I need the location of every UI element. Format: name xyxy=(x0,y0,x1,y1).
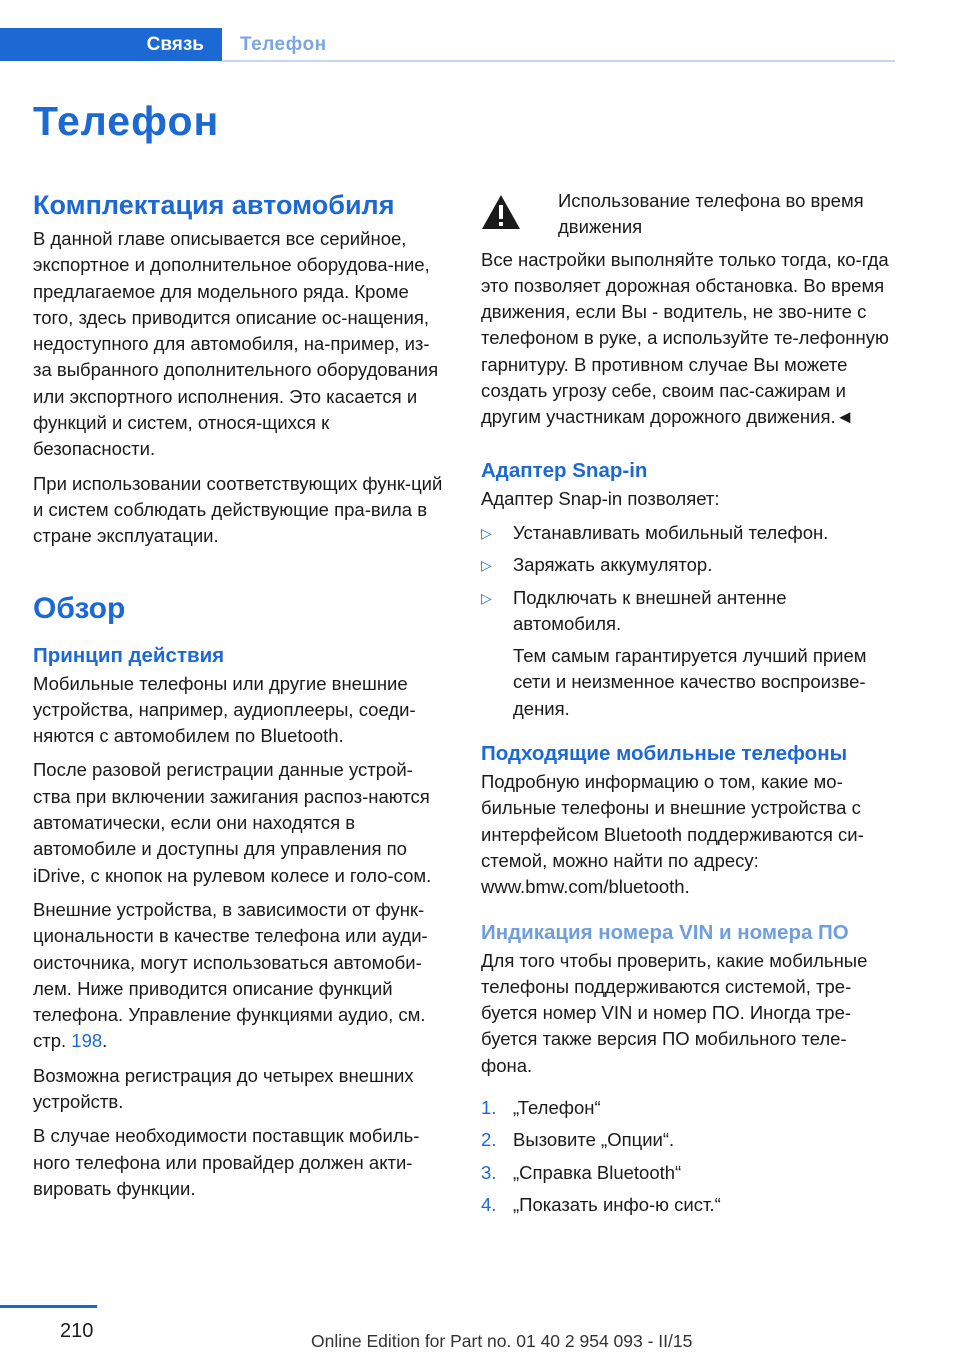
triangle-bullet-icon: ▷ xyxy=(481,524,492,541)
phones-heading: Подходящие мобильные телефоны xyxy=(481,742,848,766)
tab-divider xyxy=(222,28,224,61)
page-number: 210 xyxy=(60,1320,94,1342)
warning-title: Использование телефона во время движения xyxy=(558,190,864,238)
list-item xyxy=(481,585,891,722)
list-item-text: Подключать к внешней антенне автомобиля. xyxy=(513,586,787,634)
snapin-list xyxy=(481,520,891,722)
list-item xyxy=(481,1095,891,1121)
snapin-heading: Адаптер Snap-in xyxy=(481,458,648,482)
step-number: 2. xyxy=(481,1129,497,1151)
list-item xyxy=(481,1127,891,1153)
list-item xyxy=(481,1160,891,1186)
tab-section-label: Связь xyxy=(146,33,204,55)
step-number: 1. xyxy=(481,1097,497,1119)
vin-text: Для того чтобы проверить, какие мобильные телефоны поддерживаются системой, тре-буется номер VIN и номер ПО. Иногда тре-буется также версия ПО мобильного теле-фона. xyxy=(481,949,868,1076)
list-item-text: Заряжать аккумулятор. xyxy=(513,554,713,576)
steps-list xyxy=(481,1095,891,1218)
step-text: Вызовите „Опции“. xyxy=(513,1129,675,1151)
list-item-text: Устанавливать мобильный телефон. xyxy=(513,521,829,543)
page-title: Телефон xyxy=(33,98,220,144)
principle-paragraph-3 xyxy=(33,897,443,1055)
footer-rule xyxy=(0,1305,97,1308)
vin-heading: Индикация номера VIN и номера ПО xyxy=(481,920,849,944)
header-bar xyxy=(0,28,895,62)
equipment-paragraph-2: При использовании соответствующих функ-ций и систем соблюдать действующие пра-вила в стране эксплуатации. xyxy=(33,472,443,547)
step-number: 4. xyxy=(481,1193,497,1215)
principle-paragraph-4: Возможна регистрация до четырех внешних устройств. xyxy=(33,1064,414,1113)
step-text: „Показать инфо-ю сист.“ xyxy=(513,1193,721,1215)
tab-subsection-label: Телефон xyxy=(240,33,327,55)
page-reference-link[interactable]: 198 xyxy=(71,1030,103,1052)
snapin-intro: Адаптер Snap-in позволяет: xyxy=(481,487,720,509)
warning-block xyxy=(481,188,891,241)
warning-text: Все настройки выполняйте только тогда, ко-гда это позволяет дорожная обстановка. Во время движения, если Вы - водитель, не зво-ните с телефоном в руке, а используйте те-лефонную гарнитуру. В противном случае Вы можете создать угрозу себе, своим пас-сажирам и другим участникам дорожного движения.◄ xyxy=(481,248,889,428)
principle-paragraph-5: В случае необходимости поставщик мобиль-ного телефона или провайдер должен акти-вировать функции. xyxy=(33,1125,420,1199)
tab-section[interactable] xyxy=(0,28,222,61)
triangle-bullet-icon: ▷ xyxy=(481,589,492,606)
principle-paragraph-2: После разовой регистрации данные устрой-ства при включении зажигания распоз-наются автоматически, если они находятся в автомобиле и доступны для управления по iDrive, с кнопок на рулевом колесе и голо-сом. xyxy=(33,759,432,886)
edition-footer: Online Edition for Part no. 01 40 2 954 093 - II/15 xyxy=(311,1331,693,1351)
list-item xyxy=(481,552,891,578)
triangle-bullet-icon: ▷ xyxy=(481,557,492,574)
phones-text: Подробную информацию о том, какие мо-бильные телефоны и внешние устройства с интерфейсом Bluetooth поддерживаются си-стемой, можно найти по адресу: www.bmw.com/bluetooth. xyxy=(481,771,864,898)
list-item xyxy=(481,520,891,546)
step-text: „Телефон“ xyxy=(513,1097,601,1119)
tab-subsection[interactable] xyxy=(240,28,327,61)
warning-triangle-icon xyxy=(481,194,521,230)
equipment-paragraph-1: В данной главе описывается все серийное, экспортное и дополнительное оборудова-ние, предлагаемое для модельного ряда. Кроме того, здесь приводится описание ос-нащения, недоступного для автомобиля, на-пример, из-за выбранного дополнительного оборудования или экспортного исполнения. Это касается и функций и систем, относя-щихся к безопасности. xyxy=(33,228,439,460)
step-number: 3. xyxy=(481,1161,497,1183)
principle-paragraph-3-text: Внешние устройства, в зависимости от функ-циональности в качестве телефона или ауди-оисточника, могут использоваться автомоби-лем. Ниже приводится описание функций телефона. Управление функциями аудио, см. стр. xyxy=(33,898,428,1052)
list-item xyxy=(481,1192,891,1218)
header-rule xyxy=(222,60,895,62)
principle-heading: Принцип действия xyxy=(33,643,225,667)
principle-paragraph-3-end: . xyxy=(102,1030,108,1052)
step-text: „Справка Bluetooth“ xyxy=(513,1161,682,1183)
snapin-note: Тем самым гарантируется лучший прием сети и неизменное качество воспроизве-дения. xyxy=(513,645,867,719)
equipment-heading: Комплектация автомобиля xyxy=(33,190,395,220)
right-column xyxy=(481,188,891,1226)
overview-heading: Обзор xyxy=(33,591,126,625)
left-column xyxy=(33,188,443,1210)
principle-paragraph-1: Мобильные телефоны или другие внешние устройства, например, аудиоплееры, соеди-няются с автомобилем по Bluetooth. xyxy=(33,672,416,747)
